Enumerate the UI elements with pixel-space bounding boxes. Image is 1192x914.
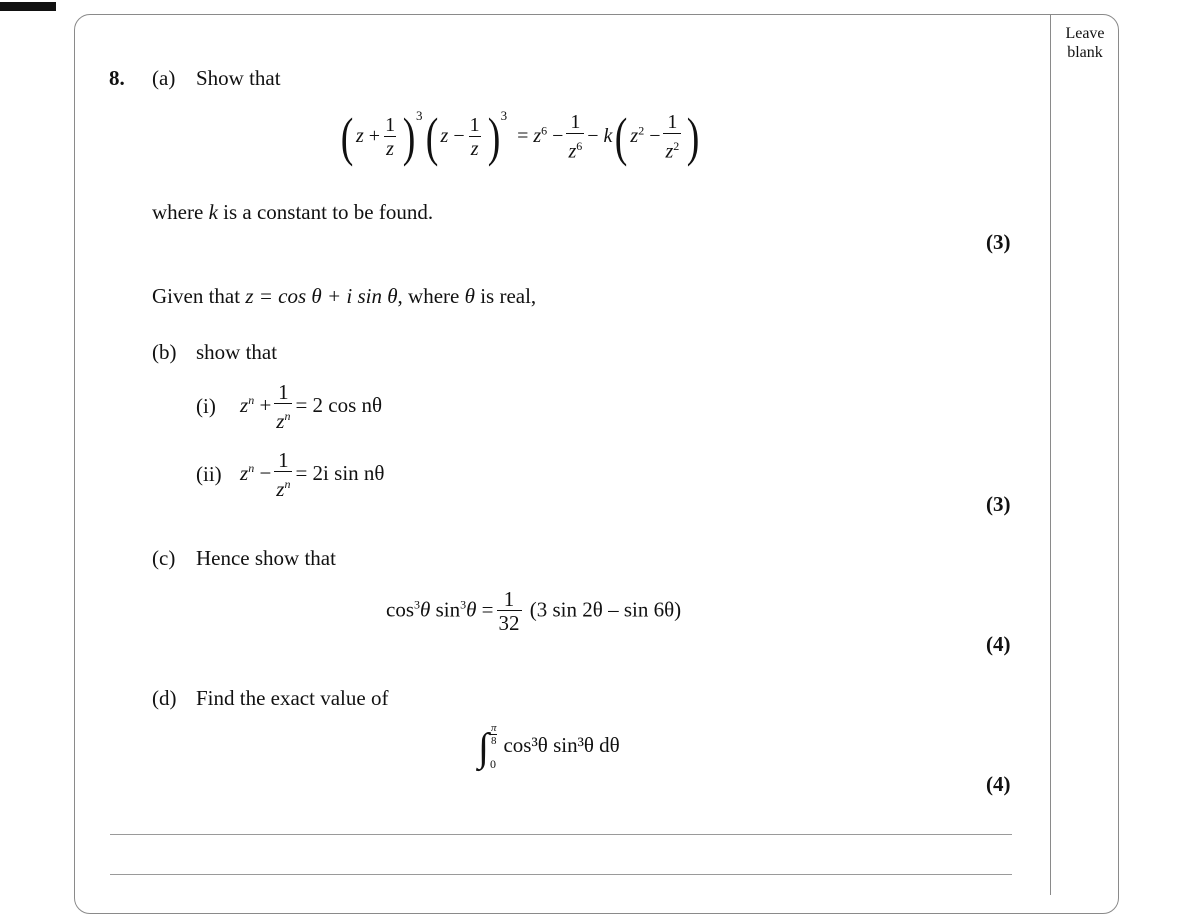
- part-c-equation: $\cos^3\theta$ $\sin^3\theta$ = $\frac{1}{32}$ (3 sin 2θ – sin 6θ): [386, 587, 682, 635]
- part-c-instruction: Hence show that: [196, 546, 336, 570]
- identity-equation: ( z + $\frac{1}{z}$ )$^3$( z − $\frac{1}{z}$ )$^3 = z^6$ − $\frac{1}{z^6}$ − k( $z^2$ − $\frac{1}{z^2}$ ): [340, 107, 700, 168]
- part-a-instruction: Show that: [196, 66, 281, 90]
- answer-line[interactable]: [110, 874, 1012, 875]
- page-corner-mark: [0, 2, 56, 11]
- part-a-marks: (3): [986, 230, 1011, 254]
- part-b-ii-label: (ii): [196, 462, 222, 486]
- part-c-label: (c): [152, 546, 176, 570]
- part-b-label: (b): [152, 340, 177, 364]
- part-b-i-equation: $z^n$ + $\frac{1}{z^n}$ = 2 cos nθ: [240, 380, 383, 433]
- part-a-label: (a): [152, 66, 176, 90]
- part-d-marks: (4): [986, 772, 1011, 796]
- part-b-ii-equation: $z^n$ − $\frac{1}{z^n}$ = 2i sin nθ: [240, 448, 385, 501]
- part-d-instruction: Find the exact value of: [196, 686, 389, 710]
- part-a-where-text: where k is a constant to be found.: [152, 200, 434, 224]
- part-b-i-label: (i): [196, 394, 216, 418]
- part-b-instruction: show that: [196, 340, 278, 364]
- leave-blank-line-1: Leave: [1065, 25, 1105, 42]
- part-d-integral: ∫ $\frac{\pi}{8}$ 0 cos³θ sin³θ dθ: [478, 722, 620, 771]
- part-d-label: (d): [152, 686, 177, 710]
- part-c-marks: (4): [986, 632, 1011, 656]
- answer-line[interactable]: [110, 834, 1012, 835]
- margin-divider: [1050, 15, 1051, 895]
- leave-blank-label: [1054, 24, 1116, 62]
- question-number: 8.: [109, 66, 125, 90]
- leave-blank-line-2: blank: [1067, 44, 1103, 61]
- given-statement: Given that z = cos θ + i sin θ, where θ is real,: [152, 284, 537, 308]
- part-b-marks: (3): [986, 492, 1011, 516]
